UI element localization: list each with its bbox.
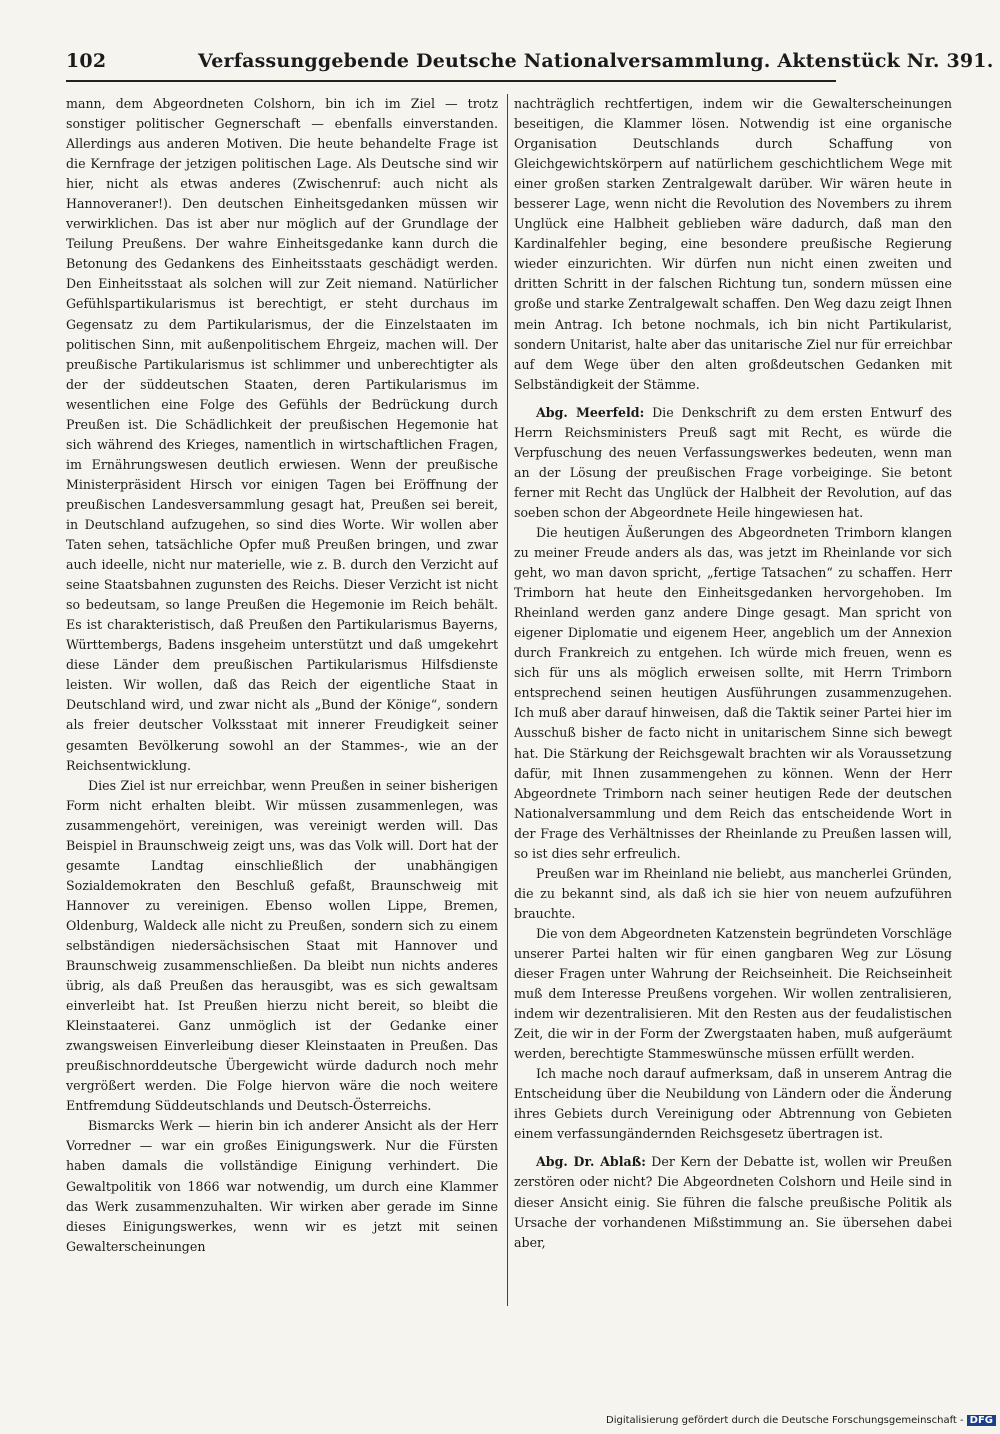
paragraph-text: Die heutigen Äußerungen des Abgeordneten Trimborn klangen zu meiner Freude anders als das, was jetzt im Rheinlande vor sich geht, wo man davon spricht, „fertige Tatsachen“ zu schaffen. Herr Trimborn hat heute den Einheitsgedanken hervorgehoben. Im Rheinland werden ganz andere Dinge gesagt. Man spricht von eigener Diplomatie und eigenem Heer, angeblich um der Annexion durch Frankreich zu entgehen. Ich würde mich freuen, wenn es sich für uns als möglich erweisen sollte, mit Herrn Trimborn entsprechend seinen heutigen Ausführungen zusammenzugehen. Ich muß aber darauf hinweisen, daß die Taktik seiner Partei hier im Ausschuß bisher de facto nicht in unitarischem Sinne sich bewegt hat. Die Stärkung der Reichsgewalt brachten wir als Voraussetzung dafür, mit Ihnen zusammengehen zu können. Wenn der Herr Abgeordnete Trimborn nach seiner heutigen Rede der deutschen Nationalversammlung und dem Reich das entscheidende Wort in der Frage des Verhältnisses der Rheinlande zu Preußen lassen will, so ist dies sehr erfreulich. — [514, 524, 952, 861]
paragraph: mann, dem Abgeordneten Colshorn, bin ich im Ziel — trotz sonstiger politischer Gegnerschaft — ebenfalls einverstanden. Allerdings aus anderen Motiven. Die heute behandelte Frage ist die Kernfrage der jetzigen politischen Lage. Als Deutsche sind wir hier, nicht als etwas anderes (Zwischenruf: auch nicht als Hannoveraner!). Den deutschen Einheitsgedanken müssen wir verwirklichen. Das ist aber nur möglich auf der Grundlage der Teilung Preußens. Der wahre Einheitsgedanke kann durch die Betonung des Gedankens des Einheitsstaats geschädigt werden. Den Einheitsstaat als solchen will zur Zeit niemand. Natürlicher Gefühlspartikularismus ist berechtigt, er steht durchaus im Gegensatz zu dem Partikularismus, der die Einzelstaaten im politischen Sinn, mit außenpolitischem Ehrgeiz, machen will. Der preußische Partikularismus ist schlimmer und unberechtigter als der der süddeutschen Staaten, deren Partikularismus im wesentlichen eine Folge des Gefühls der Bedrückung durch Preußen ist. Die Schädlichkeit der preußischen Hegemonie hat sich während des Krieges, namentlich in wirtschaftlichen Fragen, im Ernährungswesen deutlich erwiesen. Wenn der preußische Ministerpräsident Hirsch vor einigen Tagen bei Eröffnung der preußischen Landesversammlung gesagt hat, Preußen sei bereit, in Deutschland aufzugehen, so sind dies Worte. Wir wollen aber Taten sehen, tatsächliche Opfer muß Preußen bringen, und zwar auch ideelle, nicht nur materielle, wie z. B. durch den Verzicht auf seine Staatsbahnen zugunsten des Reichs. Dieser Verzicht ist nicht so bedeutsam, so lange Preußen die Hegemonie im Reich behält. Es ist charakteristisch, daß Preußen den Partikularismus Bayerns, Württembergs, Badens insgeheim unterstützt und daß umgekehrt diese Länder dem preußischen Partikularismus Hilfsdienste leisten. Wir wollen, daß das Reich der eigentliche Staat in Deutschland wird, und zwar nicht als „Bund der Könige“, sondern als freier deutscher Volksstaat mit innerer Freudigkeit seiner gesamten Bevölkerung sowohl an der Stammes-, wie an der Reichsentwicklung. — [66, 96, 498, 773]
header-rule — [66, 80, 836, 82]
paragraph-text: Preußen war im Rheinland nie beliebt, aus mancherlei Gründen, die zu bekannt sind, als daß ich sie hier von neuem aufzuführen brauchte. — [514, 865, 952, 921]
column-divider — [507, 94, 508, 1306]
left-column — [66, 94, 498, 1334]
page-number: 102 — [66, 50, 107, 72]
paragraph-text: Ich mache noch darauf aufmerksam, daß in unserem Antrag die Entscheidung über die Neubildung von Ländern oder die Änderung ihres Gebiets durch Vereinigung oder Abtrennung von Gebieten einem verfassungändernden Reichsgesetz übertragen ist. — [514, 1066, 952, 1142]
page-header — [66, 48, 994, 78]
paragraph — [514, 523, 952, 864]
paragraph — [514, 1064, 952, 1144]
paragraph — [514, 403, 952, 523]
paragraph-text: Die Denkschrift zu dem ersten Entwurf des Herrn Reichsministers Preuß sagt mit Recht, es würde die Verpfuschung des neuen Verfassungswerkes bedeuten, wenn man an der Lösung der preußischen Frage vorbeiginge. Sie betont ferner mit Recht das Unglück der Halbheit der Revolution, auf das soeben schon der Abgeordnete Heile hingewiesen hat. — [514, 404, 952, 520]
paragraph — [514, 864, 952, 924]
paragraph — [514, 1152, 952, 1252]
right-column — [514, 94, 952, 1334]
paragraph-text: nachträglich rechtfertigen, indem wir die Gewalterscheinungen beseitigen, die Klammer lösen. Notwendig ist eine organische Organisation Deutschlands durch Schaffung von Gleichgewichtskörpern auf natürlichem geschichtlichem Wege mit einer großen starken Zentralgewalt darüber. Wir wären heute in besserer Lage, wenn nicht die Revolution des Novembers zu ihrem Unglück eine Halbheit geblieben wäre dadurch, daß man den Kardinalfehler beging, eine besondere preußische Regierung wieder einzurichten. Wir dürfen nun nicht einen zweiten und dritten Schritt in der falschen Richtung tun, sondern müssen eine große und starke Zentralgewalt schaffen. Den Weg dazu zeigt Ihnen mein Antrag. Ich betone nochmals, ich bin nicht Partikularist, sondern Unitarist, halte aber das unitarische Ziel nur für erreichbar auf dem Wege über den alten großdeutschen Gedanken mit Selbständigkeit der Stämme. — [514, 96, 952, 392]
paragraph-text: Der Kern der Debatte ist, wollen wir Preußen zerstören oder nicht? Die Abgeordneten Colshorn und Heile sind in dieser Ansicht einig. Sie führen die falsche preußische Politik als Ursache der vorhandenen Mißstimmung an. Sie übersehen dabei aber, — [514, 1154, 952, 1250]
dfg-logo: DFG — [967, 1415, 996, 1426]
credit-text: Digitalisierung gefördert durch die Deutsche Forschungsgemeinschaft - — [606, 1415, 964, 1426]
page-title: Verfassunggebende Deutsche Nationalversammlung. Aktenstück Nr. 391. — [198, 50, 994, 72]
paragraph: Dies Ziel ist nur erreichbar, wenn Preußen in seiner bisherigen Form nicht erhalten bleibt. Wir müssen zusammenlegen, was zusammengehört, vereinigen, was vereinigt werden will. Das Beispiel in Braunschweig zeigt uns, was das Volk will. Dort hat der gesamte Landtag einschließlich der unabhängigen Sozialdemokraten den Beschluß gefaßt, Braunschweig mit Hannover zu vereinigen. Ebenso wollen Lippe, Bremen, Oldenburg, Waldeck alle nicht zu Preußen, sondern sich zu einem selbständigen niedersächsischen Staat mit Hannover und Braunschweig zusammenschließen. Da bleibt nun nichts anderes übrig, als daß Preußen das herausgibt, was es sich gewaltsam einverleibt hat. Ist Preußen hierzu nicht bereit, so bleibt die Kleinstaaterei. Ganz unmöglich ist der Gedanke einer zwangsweisen Einverleibung dieser Kleinstaaten in Preußen. Das preußischnorddeutsche Übergewicht würde dadurch noch mehr vergrößert werden. Die Folge hiervon wäre die noch weitere Entfremdung Süddeutschlands und Deutsch-Österreichs. — [66, 777, 498, 1114]
paragraph: Bismarcks Werk — hierin bin ich anderer Ansicht als der Herr Vorredner — war ein großes Einigungswerk. Nur die Fürsten haben damals die vollständige Einigung verhindert. Die Gewaltpolitik von 1866 war notwendig, um durch eine Klammer das Werk zusammenzuhalten. Wir wirken aber gerade im Sinne dieses Einigungswerkes, wenn wir es jetzt mit seinen Gewalterscheinungen — [66, 1118, 498, 1254]
speaker-label: Abg. Meerfeld: — [536, 404, 645, 420]
speaker-label: Abg. Dr. Ablaß: — [536, 1154, 646, 1170]
paragraph-text: Die von dem Abgeordneten Katzenstein begründeten Vorschläge unserer Partei halten wir für einen gangbaren Weg zur Lösung dieser Fragen unter Wahrung der Reichseinheit. Die Reichseinheit muß dem Interesse Preußens vorgehen. Wir wollen zentralisieren, indem wir dezentralisieren. Mit den Resten aus der feudalistischen Zeit, die wir in der Form der Zwergstaaten haben, muß aufgeräumt werden, berechtigte Stammeswünsche müssen erfüllt werden. — [514, 925, 952, 1062]
digitization-credit — [606, 1415, 996, 1426]
paragraph — [514, 94, 952, 395]
paragraph — [514, 924, 952, 1064]
